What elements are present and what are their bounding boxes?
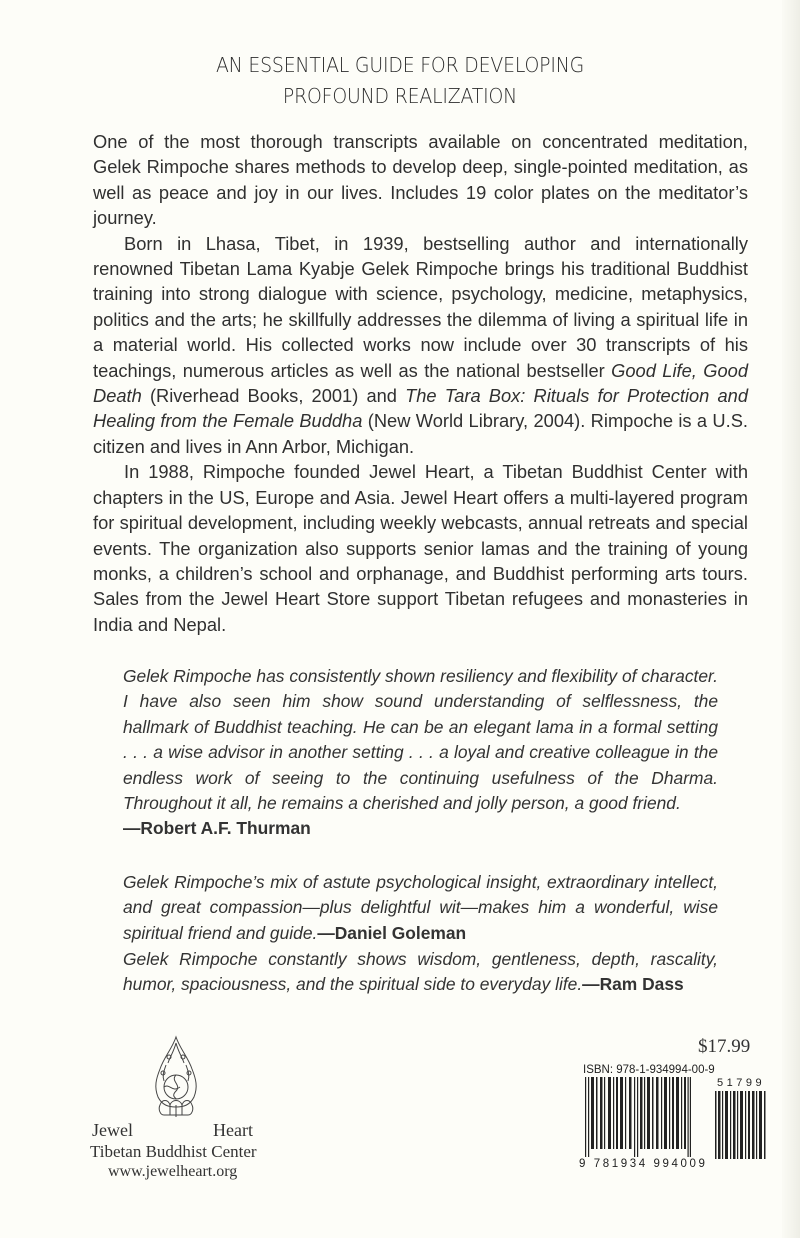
quote-attribution: —Ram Dass [582,974,684,995]
description-paragraph-3: In 1988, Rimpoche founded Jewel Heart, a Tibetan Buddhist Center with chapters in the US, Europe and Asia. Jewel Heart offers a multi-layered program for spiritual development, including weekly webcasts, annual retreats and special events. The organization also supports senior lamas and the training of young monks, a children’s school and orphanage, and Buddhist performing arts tours. Sales from the Jewel Heart Store support Tibetan refugees and monasteries in India and Nepal. [93,461,748,635]
book-title-tara-box: The Tara Box: Rituals for Protection and Healing from the Female Buddha [93,385,748,432]
quote-text: Gelek Rimpoche has consistently shown resiliency and flexibility of character. I have also seen him show sound understanding of selflessness, the hallmark of Buddhist teaching. He can be an elegant lama in a formal setting . . . a wise advisor in another setting . . . a loyal and creative colleague in the endless work of seeing to the continuing usefulness of the Dharma. Throughout it all, he remains a cherished and jolly person, a good friend. [123,666,718,814]
description-paragraph-2: Born in Lhasa, Tibet, in 1939, bestselling author and internationally renowned Tibetan Lama Kyabje Gelek Rimpoche brings his traditional Buddhist training into strong dialogue with science, psychology, medicine, metaphysics, politics and the arts; he skillfully addresses the dilemma of living a spiritual life in a material world. His collected works now include over 30 transcripts of his teachings, numerous articles as well as the national bestseller Good Life, Good Death (Riverhead Books, 2001) and The Tara Box: Rituals for Protection and Healing from the Female Buddha (New World Library, 2004). Rimpoche is a U.S. citizen and lives in Ann Arbor, Michigan. [93,232,749,457]
description [93,129,748,637]
publisher-name-right: Heart [213,1120,253,1140]
headline-line-1: AN ESSENTIAL GUIDE FOR DEVELOPING [215,53,585,77]
barcode-main-digits: 9 781934 994009 [579,1158,708,1170]
barcode-main-bars [585,1077,691,1157]
price: $17.99 [698,1036,751,1057]
headline-line-2: PROFOUND REALIZATION [282,84,518,108]
isbn-label: ISBN: 978-1-934994-00-9 [583,1064,715,1076]
quote-attribution: —Robert A.F. Thurman [123,818,311,839]
quote-attribution: —Daniel Goleman [317,922,467,943]
publisher-logo [88,1035,288,1185]
barcode-addon-digits: 51799 [717,1077,766,1089]
publisher-subtitle: Tibetan Buddhist Center [90,1142,257,1161]
headline [32,50,768,112]
quote-text: Gelek Rimpoche’s mix of astute psychological insight, extraordinary intellect, and great compassion—plus delightful wit—makes him a wonderful, wise spiritual friend and guide. [123,872,718,943]
barcode-addon-bars [715,1091,767,1159]
publisher-name-left: Jewel [92,1120,133,1140]
publisher-website: www.jewelheart.org [108,1163,238,1180]
quote-ram-dass [123,947,718,998]
quote-text: Gelek Rimpoche constantly shows wisdom, gentleness, depth, rascality, humor, spaciousness, and the spiritual side to everyday life. [123,949,718,995]
description-paragraph-1: One of the most thorough transcripts available on concentrated meditation, Gelek Rimpoche shares methods to develop deep, single-pointed meditation, as well as peace and joy in our lives. Includes 19 color plates on the meditator’s journey. [93,131,748,229]
book-title-good-life: Good Life, Good Death [93,359,749,407]
quote-thurman [123,664,718,842]
flaming-jewel-icon [148,1035,204,1127]
page-edge-shadow [782,0,800,1238]
isbn-barcode [579,1064,779,1174]
quote-goleman [123,870,718,946]
